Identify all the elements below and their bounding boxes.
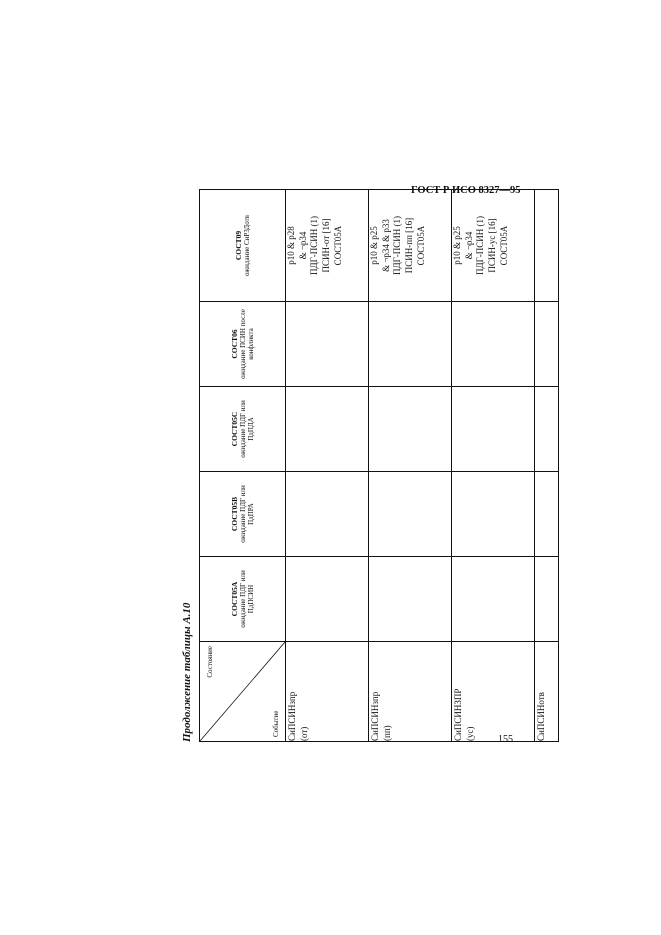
event-qualifier: (ус) <box>464 726 475 741</box>
cell-line: & ¬p34 <box>297 231 308 260</box>
col-header-sost05c <box>199 387 285 472</box>
col-name: СОСТ05С <box>229 411 239 447</box>
col-header-sost05b <box>199 472 285 557</box>
table-header-row <box>199 190 285 742</box>
event-cell <box>285 642 368 742</box>
cell-line: p10 & p25 <box>368 226 379 265</box>
table-cell <box>285 387 368 472</box>
table-cell <box>368 472 451 557</box>
table-cell <box>451 387 534 472</box>
event-cell <box>534 642 558 742</box>
table-cell <box>534 190 558 302</box>
col-header-sost09 <box>199 190 285 302</box>
table-row <box>451 190 534 742</box>
table-cell <box>285 302 368 387</box>
table-row <box>285 190 368 742</box>
standard-header: ГОСТ Р ИСО 8327—95 <box>411 185 521 196</box>
table-cell <box>451 472 534 557</box>
cell-line: ПСИН-пп [16] <box>403 217 414 274</box>
corner-cell <box>199 642 285 742</box>
table-cell <box>368 557 451 642</box>
table-caption: Продолжение таблицы А.10 <box>180 602 193 742</box>
cell-line: СОСТ05А <box>498 225 509 266</box>
col-name: СОСТ06 <box>229 329 239 359</box>
table-cell <box>451 190 534 302</box>
event-name: СиПСИНзпр <box>369 691 380 741</box>
table-row <box>368 190 451 742</box>
col-desc: ожидание СиРЗДотв <box>242 215 251 276</box>
cell-line: ПСИН-от [16] <box>320 218 331 273</box>
corner-event-label: Событие <box>271 710 280 737</box>
table-cell <box>285 557 368 642</box>
event-name: СиПСИНЗПР <box>452 688 463 741</box>
col-desc: ожидание ПДГ или ПдПСИН <box>238 570 255 628</box>
cell-line: & ¬p34 & p33 <box>380 219 391 272</box>
event-qualifier: (от) <box>298 726 309 741</box>
table-cell <box>368 302 451 387</box>
table-cell <box>534 302 558 387</box>
table-cell <box>534 557 558 642</box>
transition-table <box>199 189 559 742</box>
cell-line: p10 & p28 <box>285 226 296 265</box>
col-desc: ожидание ПСИН после конфликта <box>238 309 255 379</box>
table-cell <box>534 387 558 472</box>
cell-line: ПДГ-ПСИН (1) <box>308 215 319 276</box>
col-desc: ожидание ПДГ или ПдПРА <box>238 485 255 543</box>
table-cell <box>451 557 534 642</box>
cell-line: ПСИН-ус [16] <box>486 218 497 273</box>
cell-line: ПДГ-ПСИН (1) <box>474 215 485 276</box>
table-row <box>534 190 558 742</box>
table-cell <box>285 472 368 557</box>
col-name: СОСТ05А <box>229 581 239 617</box>
event-cell <box>451 642 534 742</box>
corner-state-label: Состояние <box>205 646 214 678</box>
cell-line: & ¬p34 <box>463 231 474 260</box>
table-cell <box>368 190 451 302</box>
table-cell <box>451 302 534 387</box>
col-desc: ожидание ПДГ или ПдПДА <box>238 400 255 458</box>
col-name: СОСТ05В <box>229 496 239 532</box>
page-number: 155 <box>498 734 513 745</box>
event-name: СиПСИНзпр <box>286 691 297 741</box>
cell-line: СОСТ05А <box>415 225 426 266</box>
col-header-sost05a <box>199 557 285 642</box>
col-name: СОСТ09 <box>233 230 243 261</box>
cell-line: СОСТ05А <box>332 225 343 266</box>
event-qualifier: (пп) <box>381 725 392 741</box>
cell-line: p10 & p25 <box>451 226 462 265</box>
table-cell <box>368 387 451 472</box>
table-cell <box>534 472 558 557</box>
col-header-sost06 <box>199 302 285 387</box>
table-cell <box>285 190 368 302</box>
cell-line: ПДГ-ПСИН (1) <box>391 215 402 276</box>
event-cell <box>368 642 451 742</box>
event-name: СиПСИНотв <box>535 692 546 741</box>
